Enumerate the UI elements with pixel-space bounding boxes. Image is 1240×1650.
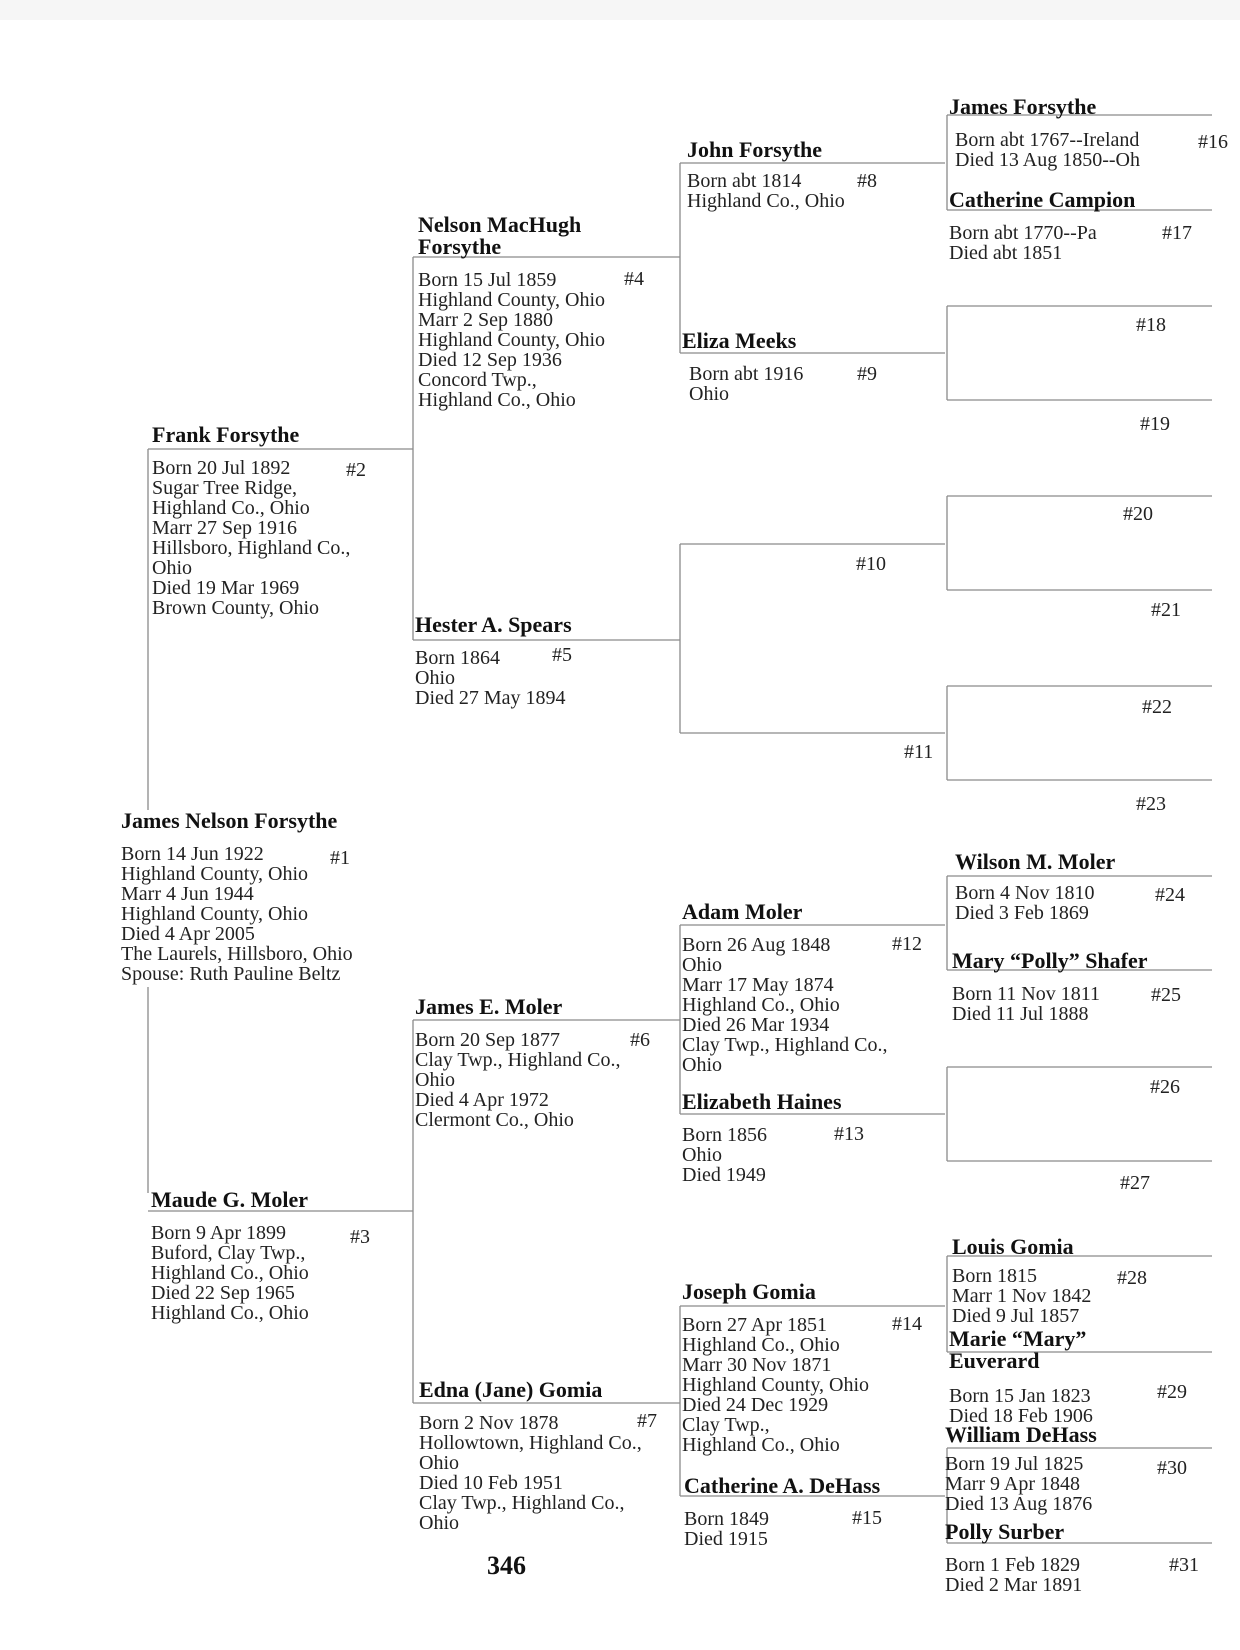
person-detail: Highland Co., Ohio — [682, 1434, 840, 1456]
person-detail: Born 15 Jul 1859 — [418, 269, 557, 291]
person-detail: Died 1915 — [684, 1528, 768, 1550]
person-detail: Marr 17 May 1874 — [682, 974, 834, 996]
ahnentafel-number: #24 — [1155, 884, 1185, 906]
person-5 — [415, 614, 572, 708]
ahnentafel-number: #11 — [904, 741, 934, 763]
person-name: Edna (Jane) Gomia — [419, 1377, 603, 1402]
person-detail: Brown County, Ohio — [152, 597, 320, 619]
ahnentafel-number: #27 — [1120, 1172, 1150, 1194]
person-name: Marie “Mary” Euverard — [949, 1326, 1087, 1373]
person-detail: Died 24 Dec 1929 — [682, 1394, 829, 1416]
person-detail: Died 22 Sep 1965 — [151, 1282, 295, 1304]
person-name: Hester A. Spears — [415, 612, 572, 637]
person-detail: Highland Co., Ohio — [418, 389, 576, 411]
person-detail: Born 20 Jul 1892 — [152, 457, 291, 479]
ahnentafel-number: #22 — [1142, 696, 1172, 718]
person-detail: Clay Twp., Highland Co., — [682, 1034, 888, 1056]
ahnentafel-number: #30 — [1157, 1457, 1187, 1479]
person-detail: Highland Co., Ohio — [682, 994, 840, 1016]
person-detail: Ohio — [419, 1512, 459, 1534]
person-detail: Died 13 Aug 1876 — [945, 1493, 1093, 1515]
person-detail: Highland Co., Ohio — [151, 1262, 309, 1284]
person-detail: Ohio — [682, 1144, 722, 1166]
person-name: Eliza Meeks — [682, 328, 797, 353]
person-detail: Highland Co., Ohio — [682, 1334, 840, 1356]
person-name: John Forsythe — [687, 137, 823, 162]
person-detail: Highland County, Ohio — [121, 863, 309, 885]
person-8 — [687, 139, 845, 211]
ahnentafel-number: #15 — [852, 1507, 882, 1529]
ahnentafel-number: #25 — [1151, 984, 1181, 1006]
person-detail: Hollowtown, Highland Co., — [419, 1432, 642, 1454]
ahnentafel-number: #12 — [892, 933, 922, 955]
person-25 — [952, 950, 1148, 1024]
person-detail: Died 11 Jul 1888 — [952, 1003, 1089, 1025]
person-detail: Marr 27 Sep 1916 — [152, 517, 297, 539]
person-detail: Born 1864 — [415, 647, 500, 669]
person-detail: Died 4 Apr 1972 — [415, 1089, 549, 1111]
person-name: Wilson M. Moler — [955, 849, 1116, 874]
person-detail: Died 9 Jul 1857 — [952, 1305, 1080, 1327]
person-detail: Born 4 Nov 1810 — [955, 882, 1095, 904]
ahnentafel-number: #13 — [834, 1123, 864, 1145]
ahnentafel-number: #7 — [637, 1410, 657, 1432]
person-name: Maude G. Moler — [151, 1187, 309, 1212]
person-detail: Born 26 Aug 1848 — [682, 934, 831, 956]
person-30 — [945, 1424, 1097, 1514]
person-detail: Marr 9 Apr 1848 — [945, 1473, 1080, 1495]
person-name: Frank Forsythe — [152, 422, 300, 447]
person-name: Nelson MacHugh Forsythe — [418, 212, 582, 259]
person-9 — [682, 330, 803, 404]
person-detail: Died 10 Feb 1951 — [419, 1472, 563, 1494]
ahnentafel-number: #28 — [1117, 1267, 1147, 1289]
person-detail: Marr 2 Sep 1880 — [418, 309, 553, 331]
person-detail: Born abt 1916 — [689, 363, 804, 385]
person-detail: Concord Twp., — [418, 369, 537, 391]
person-detail: Marr 30 Nov 1871 — [682, 1354, 832, 1376]
person-detail: Highland Co., Ohio — [687, 190, 845, 212]
ahnentafel-number: #1 — [330, 847, 350, 869]
person-name: James Forsythe — [949, 94, 1097, 119]
person-detail: Born 1 Feb 1829 — [945, 1554, 1080, 1576]
person-name: Catherine A. DeHass — [684, 1473, 881, 1498]
person-name: James Nelson Forsythe — [121, 808, 338, 833]
person-detail: Born 1856 — [682, 1124, 767, 1146]
person-detail: Died 4 Apr 2005 — [121, 923, 255, 945]
person-detail: Ohio — [682, 954, 722, 976]
ahnentafel-number: #31 — [1169, 1554, 1199, 1576]
person-name: Catherine Campion — [949, 187, 1136, 212]
person-12 — [682, 901, 887, 1075]
ahnentafel-number: #2 — [346, 459, 366, 481]
person-4 — [418, 214, 648, 410]
ahnentafel-number: #4 — [624, 268, 644, 290]
ahnentafel-number: #16 — [1198, 131, 1228, 153]
person-detail: Died 12 Sep 1936 — [418, 349, 562, 371]
person-detail: Ohio — [419, 1452, 459, 1474]
ahnentafel-number: #18 — [1136, 314, 1166, 336]
person-detail: Highland County, Ohio — [682, 1374, 870, 1396]
person-16 — [949, 96, 1140, 170]
person-detail: Clay Twp., Highland Co., — [415, 1049, 621, 1071]
person-detail: Died 19 Mar 1969 — [152, 577, 300, 599]
person-detail: Born 2 Nov 1878 — [419, 1412, 559, 1434]
person-detail: Highland County, Ohio — [418, 329, 606, 351]
person-detail: Sugar Tree Ridge, — [152, 477, 297, 499]
person-14 — [682, 1281, 869, 1455]
person-detail: Buford, Clay Twp., — [151, 1242, 306, 1264]
person-detail: Born 1849 — [684, 1508, 769, 1530]
person-detail: Born abt 1814 — [687, 170, 802, 192]
person-detail: Born 1815 — [952, 1265, 1037, 1287]
ahnentafel-number: #14 — [892, 1313, 922, 1335]
person-detail: Ohio — [415, 1069, 455, 1091]
person-detail: Died 1949 — [682, 1164, 766, 1186]
person-name: Polly Surber — [945, 1519, 1065, 1544]
person-detail: Died 13 Aug 1850--Oh — [955, 149, 1140, 171]
person-name: Joseph Gomia — [682, 1279, 816, 1304]
person-name: Mary “Polly” Shafer — [952, 948, 1148, 973]
person-detail: Died 2 Mar 1891 — [945, 1574, 1083, 1596]
person-detail: Marr 1 Nov 1842 — [952, 1285, 1092, 1307]
person-detail: Born 19 Jul 1825 — [945, 1453, 1084, 1475]
person-detail: Died 3 Feb 1869 — [955, 902, 1089, 924]
person-detail: Born 15 Jan 1823 — [949, 1385, 1091, 1407]
person-detail: Born 27 Apr 1851 — [682, 1314, 827, 1336]
person-15 — [684, 1475, 880, 1549]
person-detail: Ohio — [415, 667, 455, 689]
person-24 — [955, 851, 1115, 923]
ahnentafel-number: #5 — [552, 644, 572, 666]
ahnentafel-number: #20 — [1123, 503, 1153, 525]
ahnentafel-number: #8 — [857, 170, 877, 192]
person-detail: Highland Co., Ohio — [152, 497, 310, 519]
person-detail: Born 14 Jun 1922 — [121, 843, 264, 865]
person-detail: Ohio — [689, 383, 729, 405]
person-detail: Born 9 Apr 1899 — [151, 1222, 286, 1244]
person-detail: Clermont Co., Ohio — [415, 1109, 574, 1131]
person-17 — [949, 189, 1135, 263]
person-3 — [151, 1189, 309, 1323]
person-7 — [419, 1379, 642, 1533]
person-name: Adam Moler — [682, 899, 803, 924]
ahnentafel-number: #10 — [856, 553, 886, 575]
ahnentafel-number: #23 — [1136, 793, 1166, 815]
person-detail: Highland Co., Ohio — [151, 1302, 309, 1324]
person-31 — [945, 1521, 1082, 1595]
person-detail: Born abt 1770--Pa — [949, 222, 1097, 244]
person-detail: Born 11 Nov 1811 — [952, 983, 1100, 1005]
ahnentafel-number: #6 — [630, 1029, 650, 1051]
ahnentafel-number: #19 — [1140, 413, 1170, 435]
ahnentafel-number: #3 — [350, 1226, 370, 1248]
ahnentafel-number: #29 — [1157, 1381, 1187, 1403]
ahnentafel-number: #26 — [1150, 1076, 1180, 1098]
ahnentafel-number: #17 — [1162, 222, 1192, 244]
ahnentafel-number: #21 — [1151, 599, 1181, 621]
person-detail: Born abt 1767--Ireland — [955, 129, 1140, 151]
page-number: 346 — [487, 1551, 526, 1580]
person-6 — [415, 996, 620, 1130]
person-detail: Hillsboro, Highland Co., — [152, 537, 351, 559]
person-detail: Ohio — [152, 557, 192, 579]
person-detail: Marr 4 Jun 1944 — [121, 883, 254, 905]
person-detail: Died 18 Feb 1906 — [949, 1405, 1093, 1427]
person-28 — [952, 1236, 1091, 1326]
person-detail: Born 20 Sep 1877 — [415, 1029, 560, 1051]
person-detail: Died 27 May 1894 — [415, 687, 566, 709]
person-29 — [949, 1328, 1129, 1426]
person-detail: Spouse: Ruth Pauline Beltz — [121, 963, 341, 985]
person-detail: Died abt 1851 — [949, 242, 1063, 264]
person-detail: Died 26 Mar 1934 — [682, 1014, 830, 1036]
person-detail: Ohio — [682, 1054, 722, 1076]
person-name: William DeHass — [945, 1422, 1097, 1447]
person-detail: Clay Twp., — [682, 1414, 770, 1436]
person-name: Louis Gomia — [952, 1234, 1074, 1259]
person-detail: Highland County, Ohio — [418, 289, 606, 311]
person-name: Elizabeth Haines — [682, 1089, 842, 1114]
ahnentafel-number: #9 — [857, 363, 877, 385]
person-detail: Clay Twp., Highland Co., — [419, 1492, 625, 1514]
person-13 — [682, 1091, 842, 1185]
person-2 — [152, 424, 350, 618]
person-name: James E. Moler — [415, 994, 563, 1019]
person-detail: Highland County, Ohio — [121, 903, 309, 925]
person-detail: The Laurels, Hillsboro, Ohio — [121, 943, 353, 965]
person-1 — [121, 810, 353, 984]
